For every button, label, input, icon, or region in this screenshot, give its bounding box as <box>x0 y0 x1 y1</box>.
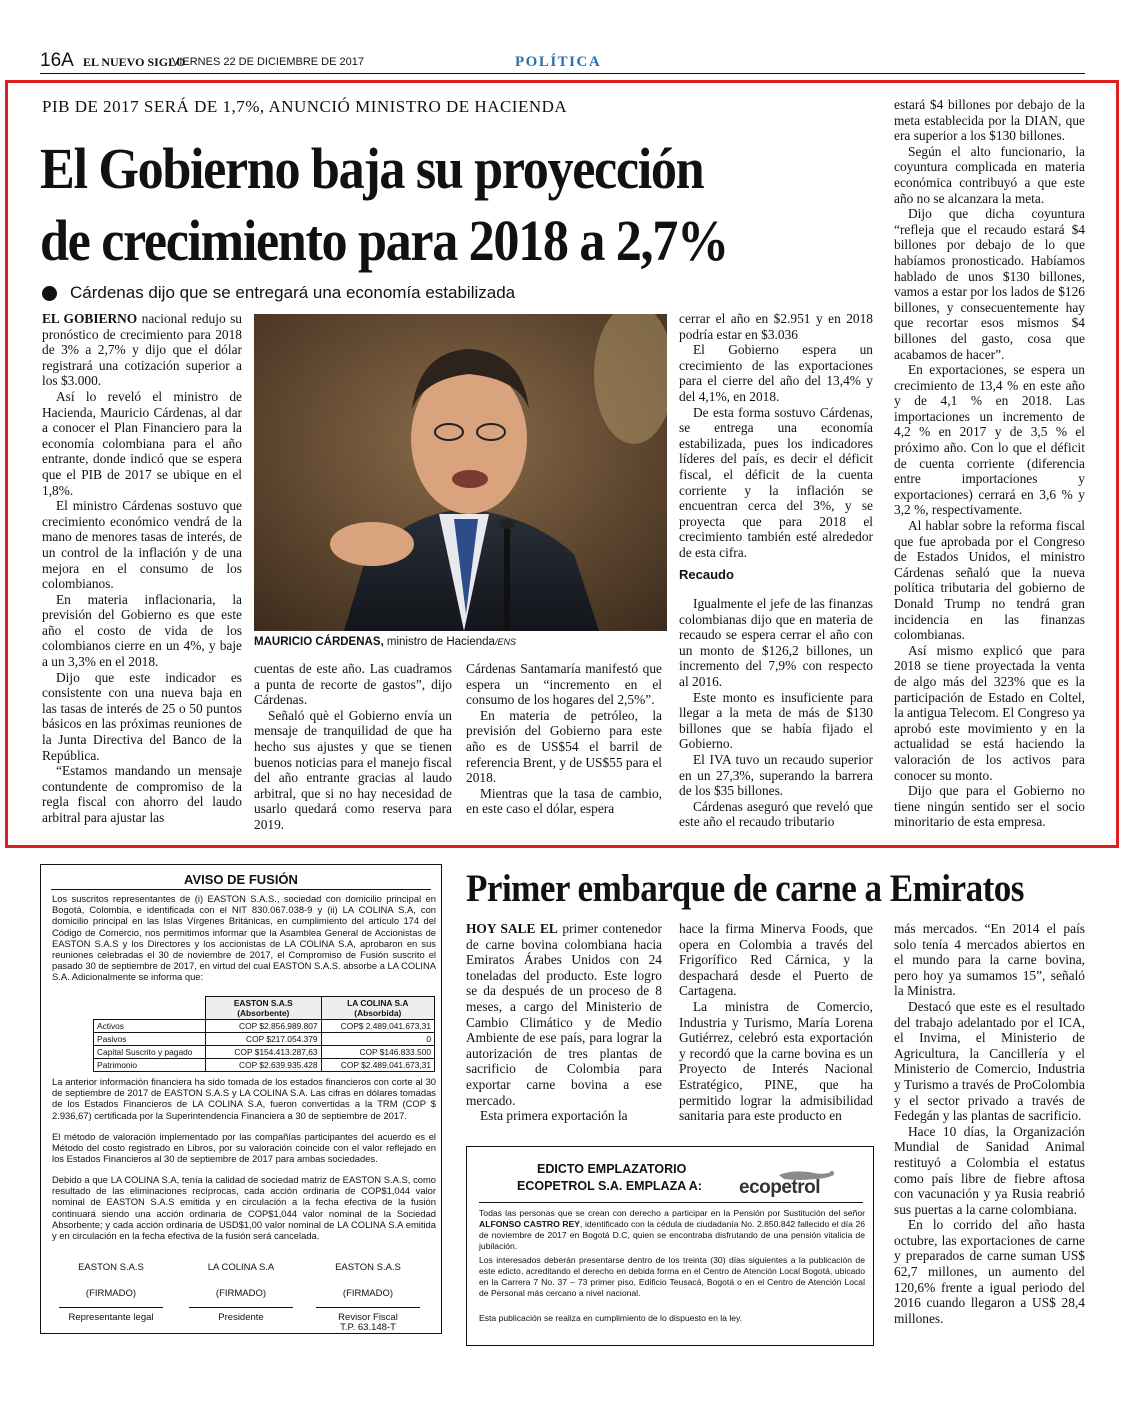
photo-credit: /ENS <box>494 637 516 647</box>
paragraph: En exportaciones, se espera un crecimiento de 13,4 % en este año y de 4,1 % en 2018. Las importaciones un incremento de 4,2 % en 2017 y de 3,5 % el próximo año. Con lo que el déficit de cuenta corriente (diferencia entre importaciones y exportaciones) cerrará en 3,6 % y 3,2 %, respectivamente. <box>894 362 1085 518</box>
table-cell: COP $2.856.989.807 <box>206 1020 322 1033</box>
headline-line-2: de crecimiento para 2018 a 2,7% <box>40 208 728 273</box>
paragraph: “Estamos mandando un mensaje contundente de compromiso de la regla fiscal con ahorro del laudo arbitral para ajustar las <box>42 763 242 825</box>
paragraph: Este monto es insuficiente para llegar a la meta de más de $130 billones que se había fijado el Gobierno. <box>679 689 873 752</box>
paragraph: El Gobierno espera un crecimiento de las exportaciones para el cierre del año del 13,4% y del 4,1%, en 2018. <box>679 342 873 404</box>
paragraph: Así mismo explicó que para 2018 se tiene proyectada la venta de algo más del 323% que es la participación de Estado en Coltel, la antigua Telecom. El Congreso ya aprobó este movimiento y en la actualidad se está haciendo la valoración de los activos para conocer su monto. <box>894 642 1085 783</box>
paragraph: Cárdenas aseguró que reveló que este año el recaudo tributario <box>679 798 873 830</box>
notice-paragraph: Los suscritos representantes de (i) EASTON S.A.S., sociedad con domicilio principal en Bogotá, Colombia, e identificada con el NIT 830.067.038-9 y (ii) LA COLINA S.A, con domicilio principal en las Islas Vírgenes Británicas, en cumplimiento del artículo 174 del Código de Comercio, nos permitimos informar que la Asamblea General de Accionistas de EASTON S.A.S y los Directores y los accionistas de LA COLINA S.A, aprobaron en sus reuniones celebradas el 30 de noviembre de 2017, el Compromiso de Fusión suscrito el pasado 30 de septiembre de 2017, en virtud del cual EASTON S.A.S. absorbe a LA COLINA S.A. Adicionalmente se informa que: <box>52 893 436 983</box>
section-name: POLÍTICA <box>515 54 602 70</box>
edict-text: Todas las personas que se crean con derecho a participar en la Pensión por Sustitución del señor <box>479 1208 865 1218</box>
story2-column-2 <box>679 921 873 1124</box>
notice-paragraph: El método de valoración implementado por las compañías participantes del acuerdo es el Método del costo registrado en Libros, por su valoración coincide con el valor reflejado en los Estados Financieros al 30 de septiembre de 2017 para ambas sociedades. <box>52 1131 436 1165</box>
paragraph: En materia de petróleo, la previsión del Gobierno para este año es de US$54 el barril de referencia Brent, y de US$55 para el 2018. <box>466 707 662 786</box>
header-rule <box>40 73 1085 74</box>
signature-line <box>316 1307 420 1308</box>
signature-line <box>189 1307 293 1308</box>
table-cell: 0 <box>321 1033 434 1046</box>
edict-rule <box>479 1202 863 1203</box>
table-cell: Patrimonio <box>94 1059 206 1072</box>
edict-paragraph: Los interesados deberán presentarse dentro de los treinta (30) días siguientes a la publicación de este edicto, acreditando el derecho en debida forma en el Centro de Atención Local Bogotá, ubicado en la Carrera 7 No. 37 – 73 primer piso, Edificio Teusacá, Bogotá o en el Centro de Atención Local de Personal más cercano a nivel nacional. <box>479 1255 865 1298</box>
paragraph: Mientras que la tasa de cambio, en este caso el dólar, espera <box>466 785 662 817</box>
table-header-cell: LA COLINA S.A (Absorbida) <box>321 997 434 1020</box>
financial-table <box>93 996 435 1072</box>
table-cell: COP $2.639.935.428 <box>206 1059 322 1072</box>
paragraph: Destacó que este es el resultado del trabajo adelantado por el ICA, el Invima, el Ministerio de Agricultura, la Cancillería y el Ministerio de Comercio, Industria y Turismo a través de ProColombia y el sector privado a través de Fedegán y las plantas de sacrificio. <box>894 998 1085 1124</box>
paragraph: La ministra de Comercio, Industria y Turismo, María Lorena Gutiérrez, celebró esta exportación y recordó que la carne bovina es un Proyecto de Interés Nacional Estratégico, PINE, que ha permitido lograr la admisibilidad sanitaria para este producto en <box>679 998 873 1124</box>
headline-line-1: El Gobierno baja su proyección <box>40 136 704 201</box>
table-cell: COP $154.413.287,63 <box>206 1046 322 1059</box>
edict-title: EDICTO EMPLAZATORIO <box>537 1162 687 1176</box>
paragraph: Según el alto funcionario, la coyuntura complicada en materia económica contribuyó a que este año no se alcanzara la meta. <box>894 143 1085 206</box>
table-cell: Pasivos <box>94 1033 206 1046</box>
story2-headline: Primer embarque de carne a Emiratos <box>466 867 1024 910</box>
main-column-5 <box>894 97 1085 830</box>
signature-company: LA COLINA S.A <box>207 1262 275 1273</box>
page-number: 16A <box>40 50 74 71</box>
story-kicker: PIB DE 2017 SERÁ DE 1,7%, ANUNCIÓ MINISTRO DE HACIENDA <box>42 97 568 116</box>
subhead-recaudo: Recaudo <box>679 566 734 582</box>
signature-line <box>59 1307 163 1308</box>
paragraph: Dijo que para el Gobierno no tiene ningún sentido ser el socio minoritario de esta empresa. <box>894 783 1085 830</box>
merger-notice <box>40 864 442 1334</box>
paragraph: Igualmente el jefe de las finanzas colombianas dijo que en materia de recaudo se espera cerrar el año con un monto de $126,2 billones, un incremento del 7,9% con respecto al 2016. <box>679 596 873 690</box>
table-cell: Capital Suscrito y pagado <box>94 1046 206 1059</box>
paragraph: estará $4 billones por debajo de la meta establecida por la DIAN, que era superior a los $130 billones. <box>894 97 1085 144</box>
table-row <box>94 1046 435 1059</box>
paragraph: primer contenedor de carne bovina colombiana hacia Emiratos Árabes Unidos con 24 toneladas del producto. Este logro se da después de un proceso de 8 meses, a cargo del Ministerio de Cambio Climático y de Medio Ambiente de ese país, para lograr la autorización de tres plantas de sacrificio de Colombia para exportar carne bovina a ese mercado. <box>466 921 663 1108</box>
paragraph: nacional redujo su pronóstico de crecimiento para 2018 de 3% a 2,7% y dijo que el dólar registrará una cotización superior a los $3.000. <box>42 311 242 389</box>
table-header-cell <box>94 997 206 1020</box>
portrait-image <box>254 314 667 631</box>
minister-photo <box>254 314 667 631</box>
notice-paragraph: Debido a que LA COLINA S.A, tenía la calidad de sociedad matriz de EASTON S.A.S, como resultado de las eliminaciones recíprocas, cada acción ordinaria de COP$1,044 valor nominal de EASTON S.A.S emitida y en circulación a la fecha efectiva de la fusión continuará siendo una acción ordinaria de COP$1,044 valor nominal de la Sociedad Absorbente; y cada acción ordinaria de USD$1,00 valor nominal de LA COLINA S.A emitida y en circulación en la fecha efectiva de la fusión será cancelada. <box>52 1174 436 1242</box>
paragraph: hace la firma Minerva Foods, que opera en Colombia a través del Frigorífico Red Cárnica, y la despachará desde el Puerto de Cartagena. <box>679 921 873 999</box>
paragraph: En materia inflacionaria, la previsión del Gobierno es que este año el costo de vida de los colombianos cierre en un 4%, y baje a un 3,3% en el 2018. <box>42 591 242 670</box>
main-column-3 <box>466 661 662 817</box>
notice-rule <box>51 889 431 890</box>
table-cell: COP$ 2.489.041.673,31 <box>321 1020 434 1033</box>
photo-caption <box>254 636 516 648</box>
table-cell: COP $217.054.379 <box>206 1033 322 1046</box>
paragraph: más mercados. “En 2014 el país solo tenía 4 mercados abiertos en el mundo para la carne bovina, pero hoy ya sumamos 15”, señaló la Ministra. <box>894 921 1085 999</box>
signature-status: (FIRMADO) <box>215 1288 267 1299</box>
signature-registration: T.P. 63.148-T <box>340 1322 396 1333</box>
edict-subtitle: ECOPETROL S.A. EMPLAZA A: <box>517 1179 702 1193</box>
notice-paragraph: La anterior información financiera ha sido tomada de los estados financieros con corte al 30 de septiembre de 2017 de EASTON S.A.S y LA COLINA S.A. Las cifras en dólares tomadas de los Estados Financieros de LA COLINA S.A, fueron convertidas a la TRM (COP $ 2.936,67) certificada por la Superintendencia Financiera a 30 de septiembre de 2017. <box>52 1076 436 1121</box>
table-row <box>94 1059 435 1072</box>
signature-company: EASTON S.A.S <box>335 1262 401 1273</box>
deceased-name: ALFONSO CASTRO REY <box>479 1219 581 1229</box>
notice-title: AVISO DE FUSIÓN <box>184 872 298 887</box>
edict-paragraph: Esta publicación se realiza en cumplimiento de lo dispuesto en la ley. <box>479 1313 743 1323</box>
summons-notice <box>466 1146 874 1346</box>
lead-in: HOY SALE EL <box>466 921 558 936</box>
paragraph: El ministro Cárdenas sostuvo que crecimiento económico vendrá de la mano de menores tasas de interés, de un control de la inflación y de una mejora en el consumo de los colombianos. <box>42 498 242 592</box>
story2-column-1 <box>466 921 662 1124</box>
signature-role: Representante legal <box>68 1312 154 1323</box>
paragraph: Señaló què el Gobierno envía un mensaje de tranquilidad de que ha hecho sus ajustes y que se tienen buenos noticias para el manejo fiscal del año entrante gracias al laudo arbitral, que si no hay necesidad de usarlo quedará como reserva para 2019. <box>254 707 452 832</box>
main-column-2 <box>254 661 452 833</box>
paragraph: En lo corrido del año hasta octubre, las exportaciones de carne y preparados de carne suman US$ 62,7 millones, un aumento del 120,6% frente a igual periodo del 2016 cuando llegaron a US$ 28,4 millones. <box>894 1217 1085 1326</box>
paragraph: Cárdenas Santamaría manifestó que espera un “incremento en el consumo de los hogares del 2,5%”. <box>466 661 662 708</box>
signature-status: (FIRMADO) <box>85 1288 137 1299</box>
lead-in: EL GOBIERNO <box>42 311 138 326</box>
table-cell: COP $2.489.041.673,31 <box>321 1059 434 1072</box>
caption-role: ministro de Hacienda <box>383 636 495 648</box>
signature-company: EASTON S.A.S <box>78 1262 144 1273</box>
paragraph: Dijo que este indicador es consistente con una nueva baja en las tasas de interés de 25 o 50 puntos básicos en las próximas reuniones de la Junta Directiva del Banco de la República. <box>42 669 242 763</box>
paragraph: Esta primera exportación la <box>480 1108 628 1124</box>
ecopetrol-logo <box>739 1169 859 1199</box>
table-cell: COP $146.833.500 <box>321 1046 434 1059</box>
edict-text: , identificado con la cédula de ciudadanía No. 2.850.842 fallecido el día 26 de noviembre de 2017 en Bogotá D.C, quien se encontraba disfrutando de una pensión vitalicia de jubilación. <box>479 1219 865 1251</box>
signature-role: Presidente <box>218 1312 264 1323</box>
caption-name: MAURICIO CÁRDENAS, <box>254 636 384 648</box>
paragraph: cuentas de este año. Las cuadramos a punta de recorte de gastos”, dijo Cárdenas. <box>254 661 452 708</box>
edict-paragraph <box>479 1208 865 1252</box>
logo-wordmark: ecopetrol <box>739 1177 821 1198</box>
paragraph: Dijo que dicha coyuntura “refleja que el recaudo estará $4 billones por debajo de lo que habíamos pronosticado. Habíamos hablado de unos $130 billones, vamos a estar por los lados de $126 billones, y consecuentemente hay que recortar esos mismos $4 billones del gasto, cosa que acabamos de hacer”. <box>894 206 1085 362</box>
signature-role: Revisor Fiscal <box>338 1312 398 1323</box>
paragraph: cerrar el año en $2.951 y en 2018 podría estar en $3.036 <box>679 311 873 342</box>
main-column-1 <box>42 311 242 826</box>
table-header-row <box>94 997 435 1020</box>
table-header-cell: EASTON S.A.S (Absorbente) <box>206 997 322 1020</box>
paragraph: El IVA tuvo un recaudo superior en un 27,3%, superando la barrera de los $35 billones. <box>679 752 873 799</box>
table-row <box>94 1033 435 1046</box>
table-row <box>94 1020 435 1033</box>
paragraph: Hace 10 días, la Organización Mundial de Sanidad Animal restituyó a Colombia el estatus como país libre de fiebre aftosa con vacunación y ya Rusia reabrió sus puertas a la carne colombiana. <box>894 1123 1085 1217</box>
issue-date: VIERNES 22 DE DICIEMBRE DE 2017 <box>172 56 364 68</box>
paragraph: De esta forma sostuvo Cárdenas, se entrega una economía estabilizada, pues los indicadores líderes del país, es decir el déficit fiscal, el déficit de la cuenta corriente y la inflación se encuentran cerca del 3%, y se proyecta que para 2018 el crecimiento también esté alrededor de esta cifra. <box>679 404 873 560</box>
main-column-4 <box>679 311 873 830</box>
signature-status: (FIRMADO) <box>342 1288 394 1299</box>
newspaper-name: EL NUEVO SIGLO <box>83 55 186 69</box>
story-headline <box>40 133 787 277</box>
table-cell: Activos <box>94 1020 206 1033</box>
bullet-icon <box>42 286 57 301</box>
paragraph: Al hablar sobre la reforma fiscal que fue aprobada por el Congreso de Estados Unidos, el ministro Cárdenas señaló que la nueva política tributaria del gobierno de Donald Trump no tendrá gran incidencia en las finanzas colombianas. <box>894 518 1085 643</box>
story2-column-3 <box>894 921 1085 1326</box>
story-summary: Cárdenas dijo que se entregará una economía estabilizada <box>70 283 516 302</box>
paragraph: Así lo reveló el ministro de Hacienda, Mauricio Cárdenas, al dar a conocer el Plan Financiero para la economía colombiana para el año entrante, donde indicó que se espera que el PIB de 2017 se ubique en el 1,8%. <box>42 388 242 498</box>
